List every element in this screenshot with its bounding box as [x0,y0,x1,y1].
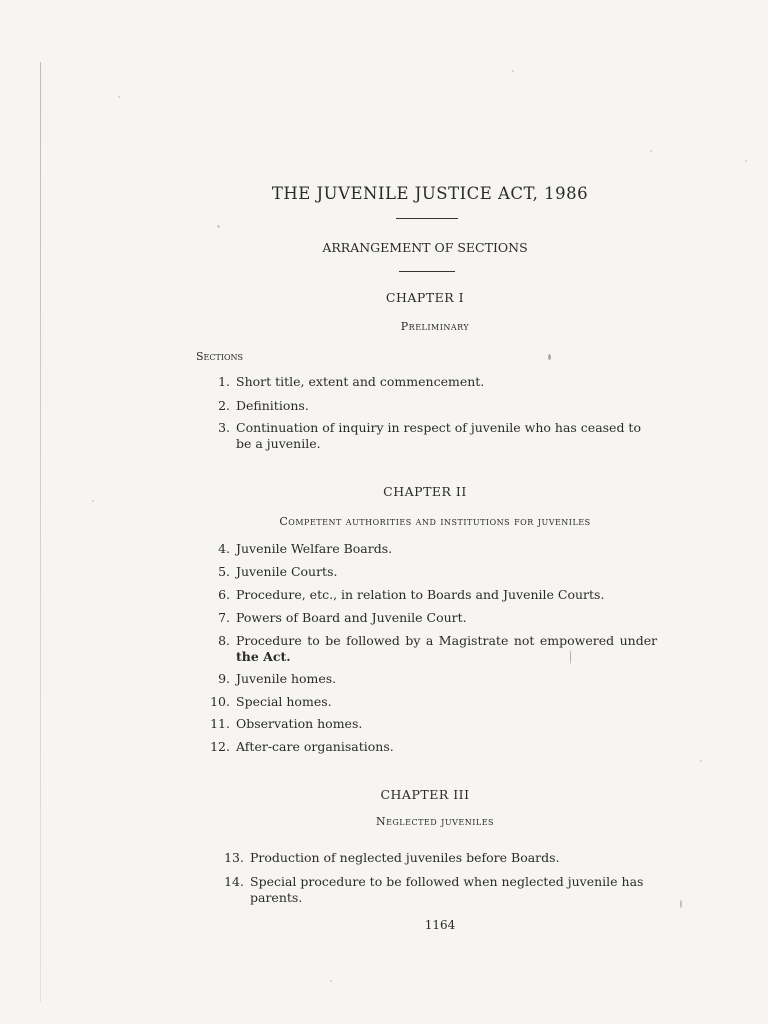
section-entry [208,541,392,557]
section-number: 2. [218,398,230,413]
section-number: 1. [218,374,230,389]
section-text: Observation homes. [236,716,363,731]
section-entry [208,564,337,580]
section-number: 9. [218,671,230,686]
section-entry [222,850,560,866]
document-title: THE JUVENILE JUSTICE ACT, 1986 [271,184,589,203]
section-number: 3. [218,420,230,435]
section-entry [208,420,641,452]
section-text-continued: the Act. [236,649,291,664]
section-entry [208,739,394,755]
section-text: Continuation of inquiry in respect of juvenile who has ceased to [236,420,641,435]
section-number: 14. [224,874,244,889]
scan-speck [217,225,220,228]
section-entry [208,610,467,626]
scan-speck [92,500,94,502]
chapter-heading: CHAPTER II [383,484,467,499]
section-entry [208,374,484,390]
section-text: Juvenile Courts. [236,564,338,579]
chapter-subheading: Preliminary [400,320,470,333]
scan-speck [700,760,702,762]
arrangement-rule [399,271,455,272]
scan-speck [650,150,652,152]
section-text: Short title, extent and commencement. [236,374,485,389]
chapter-heading: CHAPTER III [380,787,470,802]
section-number: 11. [210,716,230,731]
scan-speck [680,900,682,908]
arrangement-heading: ARRANGEMENT OF SECTIONS [322,240,528,255]
section-number: 13. [224,850,244,865]
section-text: Juvenile homes. [236,671,337,686]
scan-speck [118,96,120,98]
section-text: Procedure to be followed by a Magistrate not empowered under [236,633,658,648]
section-text: Procedure, etc., in relation to Boards and Juvenile Courts. [236,587,605,602]
section-number: 8. [218,633,230,648]
section-entry [208,633,657,665]
scan-speck [548,354,551,360]
chapter-heading: CHAPTER I [385,290,465,305]
sections-label: Sections [196,350,244,363]
section-number: 12. [210,739,230,754]
section-text: Production of neglected juveniles before Boards. [250,850,560,865]
section-text: Special procedure to be followed when neglected juvenile has [250,874,644,889]
section-entry [208,587,604,603]
section-text: Powers of Board and Juvenile Court. [236,610,467,625]
scan-speck [512,70,514,72]
chapter-subheading: Competent authorities and institutions for juveniles [279,515,591,528]
section-entry [208,671,336,687]
section-entry [208,694,332,710]
section-number: 6. [218,587,230,602]
section-text-continued: parents. [250,890,303,905]
section-number: 10. [210,694,230,709]
section-number: 5. [218,564,230,579]
section-number: 4. [218,541,230,556]
section-text: Definitions. [236,398,309,413]
section-text: After-care organisations. [236,739,394,754]
section-entry [222,874,643,906]
section-text: Special homes. [236,694,332,709]
section-entry [208,398,309,414]
scan-edge-line [40,62,41,1002]
section-number: 7. [218,610,230,625]
scan-speck [330,980,332,982]
chapter-subheading: Neglected juveniles [375,815,495,828]
section-text: Juvenile Welfare Boards. [236,541,393,556]
section-text-continued: be a juvenile. [236,436,321,451]
page-number: 1164 [424,918,456,932]
title-rule [396,218,458,219]
section-entry [208,716,362,732]
scan-speck [745,160,747,162]
